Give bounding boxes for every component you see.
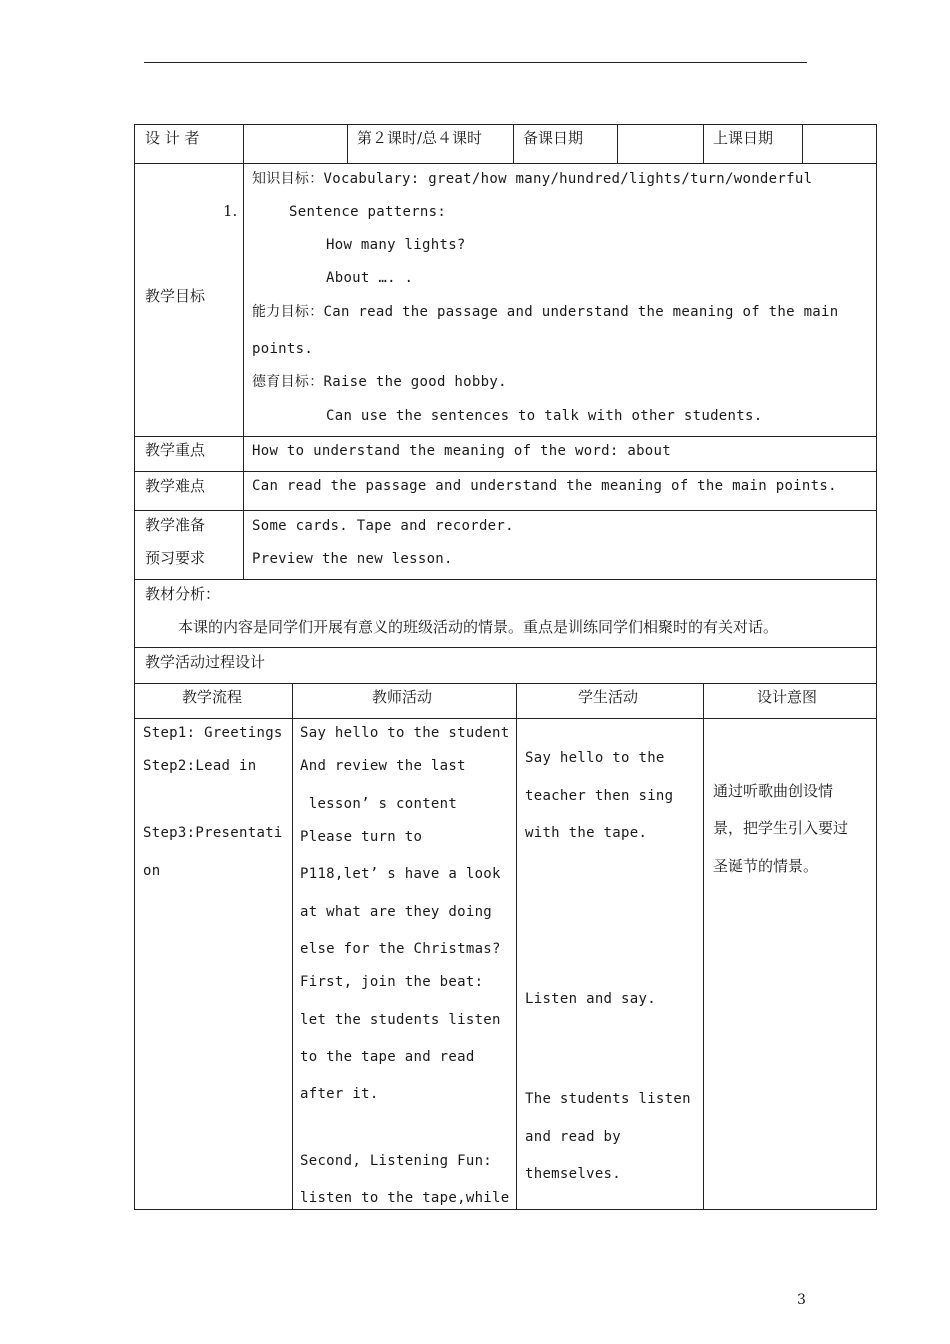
difficulty-value: Can read the passage and understand the meaning of the main points. <box>252 478 837 494</box>
moral-objective-continued: Can use the sentences to talk with other students. <box>326 408 763 424</box>
student-activity-line: and read by <box>525 1129 622 1145</box>
row-divider <box>134 579 877 580</box>
analysis-label: 教材分析： <box>145 585 221 603</box>
teacher-activity-line: at what are they doing <box>300 904 493 920</box>
key-point-value: How to understand the meaning of the word: about <box>252 443 671 459</box>
objectives-list-number: 1. <box>223 202 238 220</box>
row-divider <box>134 510 877 511</box>
col-divider <box>243 163 244 579</box>
student-activity-line: The students listen <box>525 1091 691 1107</box>
teacher-activity-line: else for the Christmas? <box>300 941 501 957</box>
teacher-activity-line: Say hello to the student <box>300 725 510 741</box>
designer-label: 设 计 者 <box>145 129 200 147</box>
prep-date-label: 备课日期 <box>523 129 584 147</box>
col-divider <box>347 124 348 163</box>
preparation-value: Some cards. Tape and recorder. <box>252 518 514 534</box>
process-title: 教学活动过程设计 <box>145 653 266 671</box>
difficulty-label: 教学难点 <box>145 477 206 495</box>
teacher-activity-line: let the students listen <box>300 1012 501 1028</box>
student-activity-line: themselves. <box>525 1166 622 1182</box>
row-divider <box>134 647 877 648</box>
teacher-activity-line: First, join the beat: <box>300 974 484 990</box>
sentence-pattern: About …. . <box>326 270 414 286</box>
key-point-label: 教学重点 <box>145 441 206 459</box>
teacher-activity-line: Second, Listening Fun: <box>300 1153 493 1169</box>
design-intent-line: 圣诞节的情景。 <box>713 857 819 875</box>
col-divider <box>802 124 803 163</box>
ability-objective: 能力目标：Can read the passage and understand the meaning of the main <box>252 304 839 320</box>
analysis-text: 本课的内容是同学们开展有意义的班级活动的情景。重点是训练同学们相聚时的有关对话。 <box>178 618 779 636</box>
teacher-activity-line: lesson’ s content <box>300 796 458 812</box>
flow-step: Step2:Lead in <box>143 758 257 774</box>
teacher-activity-line: after it. <box>300 1086 379 1102</box>
design-intent-line: 景，把学生引入要过 <box>713 819 849 837</box>
flow-step: Step3:Presentati <box>143 825 283 841</box>
teacher-activity-line: Please turn to <box>300 829 423 845</box>
student-activity-line: Say hello to the <box>525 750 665 766</box>
row-divider <box>134 471 877 472</box>
process-header-flow: 教学流程 <box>182 688 243 706</box>
lesson-count: 第２课时/总４课时 <box>357 129 483 147</box>
objectives-label: 教学目标 <box>145 287 206 305</box>
teacher-activity-line: to the tape and read <box>300 1049 475 1065</box>
process-header-student: 学生活动 <box>578 688 639 706</box>
design-intent-line: 通过听歌曲创设情 <box>713 782 834 800</box>
class-date-label: 上课日期 <box>713 129 774 147</box>
col-divider <box>516 683 517 1210</box>
row-divider <box>134 163 877 164</box>
moral-objective: 德育目标：Raise the good hobby. <box>252 374 507 390</box>
process-header-teacher: 教师活动 <box>372 688 433 706</box>
col-divider <box>243 124 244 163</box>
teacher-activity-line: And review the last <box>300 758 466 774</box>
student-activity-line: with the tape. <box>525 825 648 841</box>
header-rule <box>144 62 807 63</box>
preview-label: 预习要求 <box>145 549 206 567</box>
sentence-patterns-heading: Sentence patterns: <box>289 204 447 220</box>
flow-step: Step1: Greetings <box>143 725 283 741</box>
preview-value: Preview the new lesson. <box>252 551 453 567</box>
student-activity-line: teacher then sing <box>525 788 674 804</box>
ability-objective-continued: points. <box>252 341 314 357</box>
row-divider <box>134 683 877 684</box>
col-divider <box>703 683 704 1210</box>
teacher-activity-line: listen to the tape,while <box>300 1190 510 1206</box>
student-activity-line: Listen and say. <box>525 991 656 1007</box>
col-divider <box>617 124 618 163</box>
page-number: 3 <box>797 1292 806 1308</box>
col-divider <box>703 124 704 163</box>
sentence-pattern: How many lights? <box>326 237 466 253</box>
row-divider <box>134 718 877 719</box>
col-divider <box>513 124 514 163</box>
preparation-label: 教学准备 <box>145 516 206 534</box>
row-divider <box>134 436 877 437</box>
process-header-intent: 设计意图 <box>757 688 818 706</box>
col-divider <box>292 683 293 1210</box>
knowledge-objective: 知识目标：Vocabulary: great/how many/hundred/lights/turn/wonderful <box>252 171 813 187</box>
flow-step: on <box>143 863 161 879</box>
teacher-activity-line: P118,let’ s have a look <box>300 866 501 882</box>
